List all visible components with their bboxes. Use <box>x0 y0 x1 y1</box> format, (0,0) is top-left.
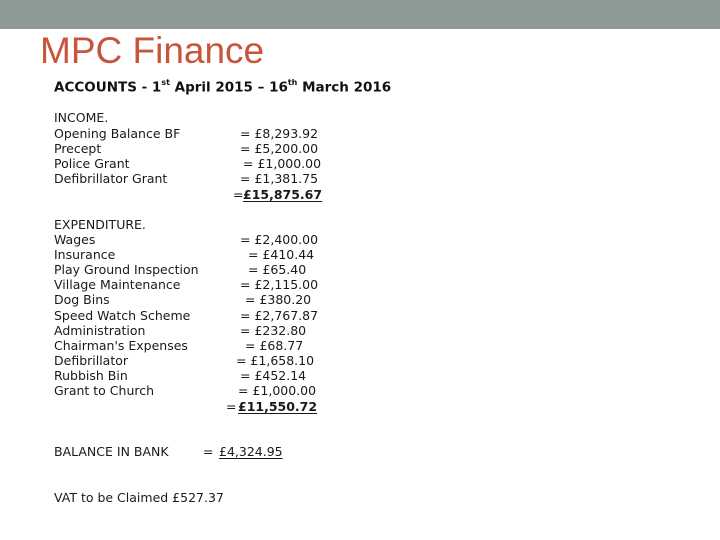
expenditure-row-value: = £380.20 <box>245 292 312 307</box>
income-row-value: = £1,381.75 <box>240 171 319 186</box>
slide-title: MPC Finance <box>40 30 265 71</box>
income-row <box>0 156 720 171</box>
expenditure-row-label: Speed Watch Scheme <box>54 308 191 323</box>
expenditure-row <box>0 247 720 262</box>
expenditure-row-value: = £2,115.00 <box>240 277 319 292</box>
expenditure-row-value: = £1,000.00 <box>238 383 317 398</box>
expenditure-row-label: Village Maintenance <box>54 277 181 292</box>
balance-label: BALANCE IN BANK <box>54 444 169 459</box>
income-total: £15,875.67 <box>243 187 323 202</box>
expenditure-section-label: EXPENDITURE. <box>54 217 146 232</box>
expenditure-row-label: Chairman's Expenses <box>54 338 188 353</box>
expenditure-row-label: Insurance <box>54 247 116 262</box>
balance-row <box>0 444 720 459</box>
expenditure-row <box>0 323 720 338</box>
heading-mid: April 2015 – 16 <box>169 79 288 96</box>
balance-prefix: = <box>203 444 214 459</box>
expenditure-row-value: = £68.77 <box>245 338 304 353</box>
expenditure-row <box>0 262 720 277</box>
balance-value: £4,324.95 <box>219 444 283 459</box>
expenditure-row-value: = £65.40 <box>248 262 307 277</box>
expenditure-row-value: = £2,400.00 <box>240 232 319 247</box>
income-row-label: Police Grant <box>54 156 130 171</box>
accounts-heading <box>54 79 391 96</box>
income-row <box>0 141 720 156</box>
expenditure-row-label: Administration <box>54 323 146 338</box>
income-row <box>0 126 720 141</box>
expenditure-row-value: = £410.44 <box>248 247 315 262</box>
expenditure-row-label: Defibrillator <box>54 353 129 368</box>
expenditure-row-label: Dog Bins <box>54 292 110 307</box>
income-section-label: INCOME. <box>54 110 109 125</box>
expenditure-row-value: = £1,658.10 <box>236 353 315 368</box>
income-row-value: = £5,200.00 <box>240 141 319 156</box>
vat-line <box>0 490 720 505</box>
title-band <box>0 0 720 29</box>
income-row-label: Precept <box>54 141 102 156</box>
income-total-row <box>0 187 720 202</box>
heading-prefix: ACCOUNTS - 1 <box>54 79 162 96</box>
heading-sup-th: th <box>287 78 298 87</box>
income-row-value: = £8,293.92 <box>240 126 319 141</box>
income-row <box>0 171 720 186</box>
heading-sup-st: st <box>161 78 170 87</box>
expenditure-row <box>0 383 720 398</box>
expenditure-row-value: = £452.14 <box>240 368 307 383</box>
expenditure-row-label: Wages <box>54 232 96 247</box>
heading-suffix: March 2016 <box>297 79 392 96</box>
vat-text: VAT to be Claimed £527.37 <box>54 490 224 505</box>
income-total-prefix: = <box>233 187 244 202</box>
expenditure-row-label: Play Ground Inspection <box>54 262 199 277</box>
expenditure-total-row <box>0 399 720 414</box>
expenditure-row <box>0 338 720 353</box>
expenditure-row <box>0 232 720 247</box>
expenditure-row <box>0 368 720 383</box>
expenditure-row <box>0 353 720 368</box>
expenditure-row <box>0 292 720 307</box>
expenditure-row-label: Rubbish Bin <box>54 368 128 383</box>
expenditure-row-value: = £232.80 <box>240 323 307 338</box>
income-row-label: Defibrillator Grant <box>54 171 168 186</box>
expenditure-total-prefix: = <box>226 399 237 414</box>
income-row-value: = £1,000.00 <box>243 156 322 171</box>
expenditure-row <box>0 308 720 323</box>
expenditure-row-label: Grant to Church <box>54 383 155 398</box>
expenditure-row <box>0 277 720 292</box>
income-row-label: Opening Balance BF <box>54 126 181 141</box>
expenditure-total: £11,550.72 <box>238 399 318 414</box>
expenditure-row-value: = £2,767.87 <box>240 308 319 323</box>
